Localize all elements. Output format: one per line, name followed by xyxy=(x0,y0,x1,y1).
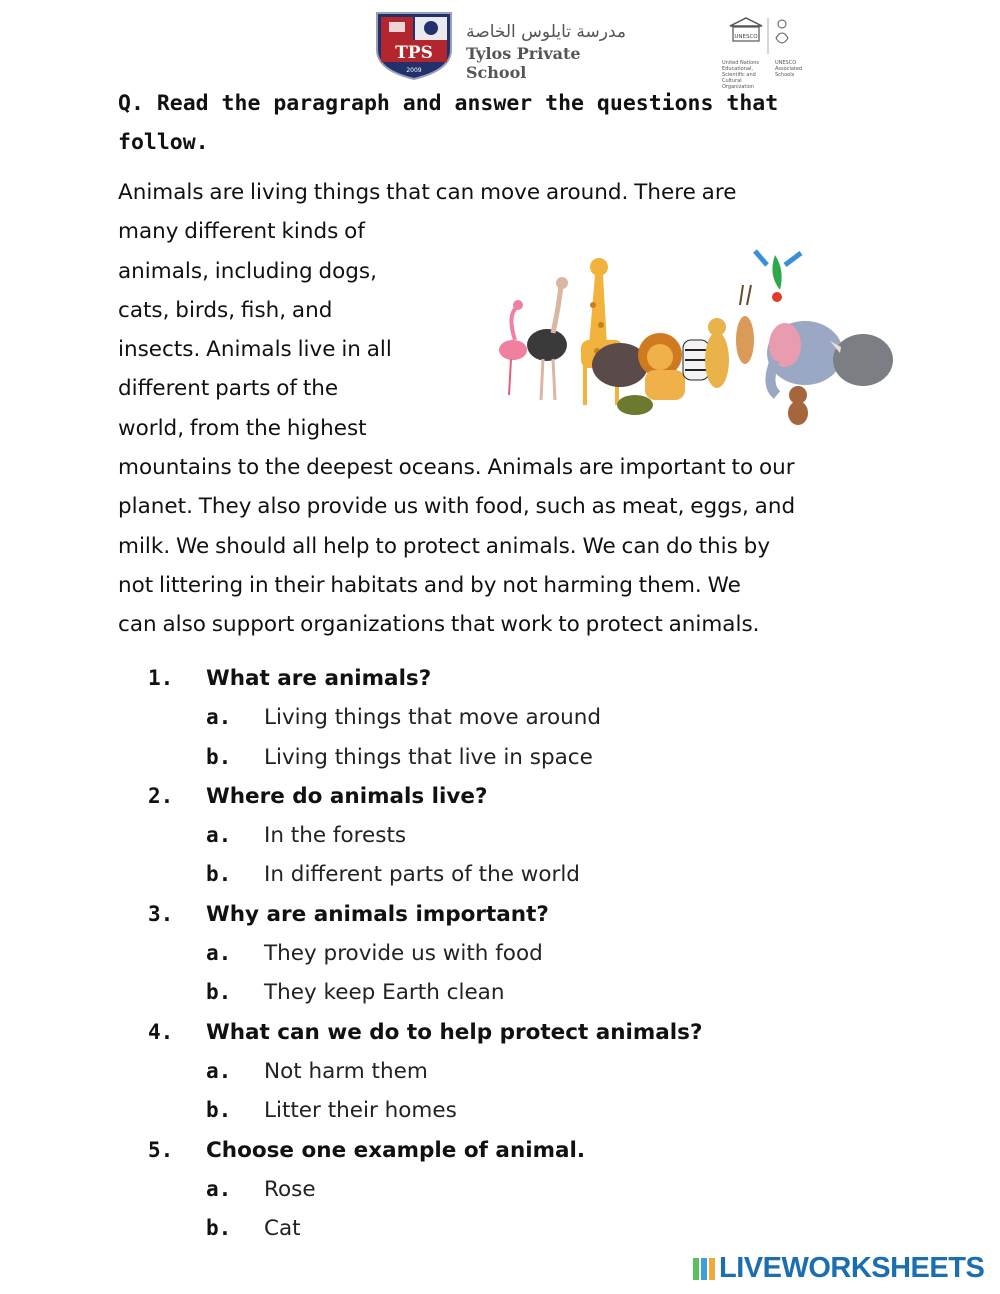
school-name-english: Tylos Private School xyxy=(466,44,581,82)
option-letter: a. xyxy=(206,941,232,966)
paragraph-line: animals, including dogs, xyxy=(118,258,377,284)
school-crest-logo xyxy=(373,10,455,80)
paragraph-line: different parts of the xyxy=(118,376,339,402)
answer-option[interactable] xyxy=(148,1091,908,1130)
question-text: Choose one example of animal. xyxy=(206,1137,586,1163)
question-text: What are animals? xyxy=(206,666,432,691)
option-text[interactable]: Rose xyxy=(264,1176,316,1202)
question-item xyxy=(148,659,908,698)
option-text[interactable]: Cat xyxy=(264,1216,301,1242)
instruction-heading: Q. Read the paragraph and answer the questions that follow. xyxy=(118,91,779,155)
paragraph-line: cats, birds, fish, and xyxy=(118,297,333,323)
option-text[interactable]: They keep Earth clean xyxy=(264,980,505,1006)
option-letter: b. xyxy=(206,744,232,769)
option-text[interactable]: They provide us with food xyxy=(264,941,543,967)
option-text[interactable]: Not harm them xyxy=(264,1058,428,1084)
paragraph-line: planet. They also provide us with food, such as meat, eggs, and xyxy=(118,494,796,520)
paragraph-line: can also support organizations that work to protect animals. xyxy=(118,612,760,638)
question-item xyxy=(148,1131,908,1170)
svg-text:UNESCO: UNESCO xyxy=(734,34,758,40)
question-text: Where do animals live? xyxy=(206,783,488,809)
option-letter: b. xyxy=(206,1098,232,1123)
option-letter: b. xyxy=(206,980,232,1005)
paragraph-line: mountains to the deepest oceans. Animals are important to our xyxy=(118,455,795,481)
answer-option[interactable] xyxy=(148,934,908,973)
paragraph-line: not littering in their habitats and by not harming them. We xyxy=(118,572,741,598)
paragraph-line: Animals are living things that can move around. There are xyxy=(118,180,737,205)
question-text: Why are animals important? xyxy=(206,901,549,927)
option-letter: a. xyxy=(206,1058,232,1083)
option-text[interactable]: In the forests xyxy=(264,823,407,849)
answer-option[interactable] xyxy=(148,1209,908,1248)
svg-text:2009: 2009 xyxy=(406,67,422,74)
question-item xyxy=(148,777,908,816)
answer-option[interactable] xyxy=(148,1170,908,1209)
option-letter: b. xyxy=(206,1216,232,1241)
paragraph-line: many different kinds of xyxy=(118,219,365,245)
unesco-logo xyxy=(724,14,804,60)
question-item xyxy=(148,1013,908,1052)
animals-illustration xyxy=(485,245,895,435)
unesco-network-name: UNESCO Associated Schools xyxy=(775,60,803,78)
paragraph-line: milk. We should all help to protect animals. We can do this by xyxy=(118,533,771,559)
question-number: 3. xyxy=(148,901,174,926)
liveworksheets-wordmark: LIVEWORKSHEETS xyxy=(719,1252,985,1284)
question-number: 1. xyxy=(148,666,174,690)
school-name-arabic: مدرسة تايلوس الخاصة xyxy=(466,22,626,42)
option-text[interactable]: Litter their homes xyxy=(264,1098,457,1124)
unesco-org-name: United Nations Educational, Scientific and Cultural Organization xyxy=(722,60,760,90)
option-letter: b. xyxy=(206,862,232,887)
liveworksheets-logo-icon xyxy=(693,1258,715,1280)
question-text: What can we do to help protect animals? xyxy=(206,1019,703,1045)
option-text[interactable]: Living things that move around xyxy=(264,705,602,731)
answer-option[interactable] xyxy=(148,973,908,1012)
question-list xyxy=(148,659,908,1248)
question-number: 4. xyxy=(148,1019,174,1044)
option-letter: a. xyxy=(206,1176,232,1201)
paragraph-line: world, from the highest xyxy=(118,415,367,441)
option-text[interactable]: Living things that live in space xyxy=(264,744,593,770)
answer-option[interactable] xyxy=(148,738,908,777)
option-letter: a. xyxy=(206,823,232,848)
page-header xyxy=(0,8,1000,90)
option-text[interactable]: In different parts of the world xyxy=(264,862,580,888)
answer-option[interactable] xyxy=(148,855,908,894)
question-item xyxy=(148,895,908,934)
question-number: 2. xyxy=(148,783,174,808)
answer-option[interactable] xyxy=(148,816,908,855)
liveworksheets-branding[interactable] xyxy=(693,1252,993,1288)
answer-option[interactable] xyxy=(148,1052,908,1091)
option-letter: a. xyxy=(206,705,232,730)
question-number: 5. xyxy=(148,1137,174,1162)
answer-option[interactable] xyxy=(148,698,908,737)
svg-text:TPS: TPS xyxy=(395,43,433,63)
paragraph-line: insects. Animals live in all xyxy=(118,337,392,363)
